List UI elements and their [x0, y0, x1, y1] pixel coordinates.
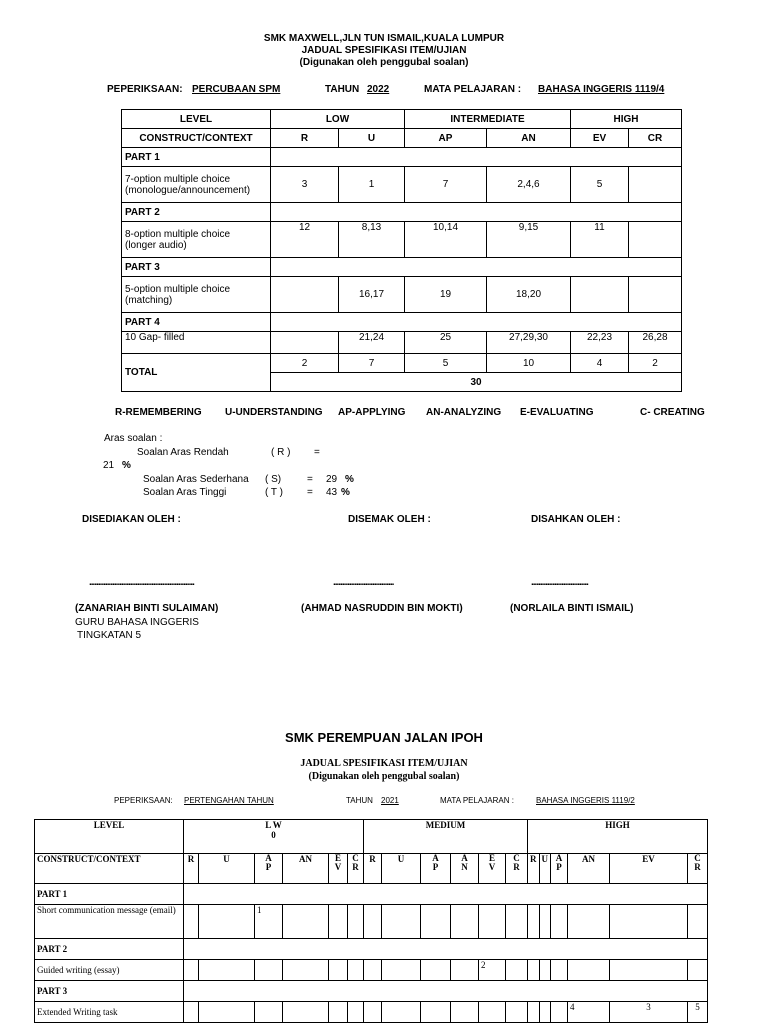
legend-an: AN-ANALYZING	[426, 407, 502, 418]
table-cell: 9,15	[487, 222, 571, 258]
col-header: AN	[283, 854, 329, 884]
disemak-label: DISEMAK OLEH :	[348, 514, 431, 525]
table-cell: 27,29,30	[487, 332, 571, 354]
signature-line: ................................	[531, 577, 588, 588]
construct-header: CONSTRUCT/CONTEXT	[122, 129, 271, 148]
aras-tinggi-label: Soalan Aras Tinggi	[143, 487, 227, 498]
table-cell: 2	[479, 960, 506, 981]
table-cell: 1	[255, 905, 283, 939]
doc1-mata-value: BAHASA INGGERIS 1119/4	[538, 84, 665, 95]
col-header: E V	[329, 854, 348, 884]
table-cell: 16,17	[339, 277, 405, 313]
table-cell	[271, 332, 339, 354]
table-cell: 11	[571, 222, 629, 258]
part-desc: 5-option multiple choice (matching)	[122, 277, 271, 313]
aras-tinggi-code: ( T )	[265, 487, 283, 498]
table-cell: 5	[571, 167, 629, 203]
col-header: A P	[255, 854, 283, 884]
col-header: AN	[487, 129, 571, 148]
col-header: C R	[506, 854, 528, 884]
doc1-spec-table	[121, 109, 682, 392]
col-header: A P	[551, 854, 568, 884]
doc2-peperiksaan-label: PEPERIKSAAN:	[114, 796, 173, 805]
table-cell: 22,23	[571, 332, 629, 354]
doc2-title: JADUAL SPESIFIKASI ITEM/UJIAN	[300, 758, 468, 769]
signer-role-2: TINGKATAN 5	[77, 630, 142, 641]
intermediate-header: INTERMEDIATE	[405, 110, 571, 129]
part-label: PART 2	[122, 203, 271, 222]
col-header: AN	[568, 854, 610, 884]
part-desc: Guided writing (essay)	[35, 960, 184, 981]
doc2-subtitle: (Digunakan oleh penggubal soalan)	[308, 771, 460, 782]
table-cell: 21,24	[339, 332, 405, 354]
doc2-tahun-value: 2021	[381, 796, 399, 805]
total-cell: 7	[339, 354, 405, 373]
level-header: LEVEL	[122, 110, 271, 129]
aras-sederhana-value: 29	[326, 474, 338, 485]
col-header: C R	[688, 854, 708, 884]
table-cell: 12	[271, 222, 339, 258]
doc1-peperiksaan-value: PERCUBAAN SPM	[192, 84, 281, 95]
part-desc: 8-option multiple choice (longer audio)	[122, 222, 271, 258]
col-header: CR	[629, 129, 682, 148]
col-header: U	[339, 129, 405, 148]
table-cell: 3	[610, 1002, 688, 1023]
col-header: R	[364, 854, 382, 884]
part-desc: Extended Writing task	[35, 1002, 184, 1023]
aras-rendah-pct: %	[122, 460, 131, 471]
low-header: L W 0	[184, 820, 364, 854]
table-cell: 2,4,6	[487, 167, 571, 203]
col-header: E V	[479, 854, 506, 884]
aras-eq: =	[314, 447, 320, 458]
table-cell	[271, 277, 339, 313]
total-cell: 2	[629, 354, 682, 373]
legend-e: E-EVALUATING	[520, 407, 594, 418]
aras-sederhana-label: Soalan Aras Sederhana	[143, 474, 249, 485]
aras-rendah-code: ( R )	[271, 447, 291, 458]
doc2-spec-table	[34, 819, 708, 1023]
aras-rendah-label: Soalan Aras Rendah	[137, 447, 229, 458]
table-cell: 25	[405, 332, 487, 354]
legend-u: U-UNDERSTANDING	[225, 407, 323, 418]
doc2-mata-label: MATA PELAJARAN :	[440, 796, 514, 805]
part-label: PART 3	[35, 981, 184, 1002]
medium-header: MEDIUM	[364, 820, 528, 854]
legend-c: C- CREATING	[640, 407, 705, 418]
level-header: LEVEL	[35, 820, 184, 854]
aras-eq: =	[307, 487, 313, 498]
doc1-mata-label: MATA PELAJARAN :	[424, 84, 522, 95]
part-label: PART 2	[35, 939, 184, 960]
doc2-school: SMK PEREMPUAN JALAN IPOH	[285, 730, 483, 745]
table-cell: 5	[688, 1002, 708, 1023]
table-cell	[629, 167, 682, 203]
doc1-school: SMK MAXWELL,JLN TUN ISMAIL,KUALA LUMPUR	[263, 33, 505, 44]
total-cell: 4	[571, 354, 629, 373]
col-header: U	[382, 854, 421, 884]
table-cell	[629, 277, 682, 313]
table-cell: 1	[339, 167, 405, 203]
signature-line: ..................................	[333, 577, 394, 588]
part-label: PART 1	[122, 148, 271, 167]
table-cell: 10,14	[405, 222, 487, 258]
doc1-title: JADUAL SPESIFIKASI ITEM/UJIAN	[301, 45, 467, 56]
doc1-subtitle: (Digunakan oleh penggubal soalan)	[299, 57, 469, 68]
col-header: A N	[451, 854, 479, 884]
doc1-peperiksaan-label: PEPERIKSAAN:	[107, 84, 183, 95]
total-cell: 2	[271, 354, 339, 373]
disediakan-label: DISEDIAKAN OLEH :	[82, 514, 181, 525]
col-header: R	[184, 854, 199, 884]
high-header: HIGH	[571, 110, 682, 129]
doc1-tahun-label: TAHUN	[325, 84, 360, 95]
aras-rendah-value: 21	[103, 460, 115, 471]
part-label: PART 1	[35, 884, 184, 905]
table-cell: 8,13	[339, 222, 405, 258]
signer-name-2: (AHMAD NASRUDDIN BIN MOKTI)	[301, 603, 463, 614]
table-cell: 26,28	[629, 332, 682, 354]
legend-r: R-REMEMBERING	[115, 407, 202, 418]
high-header: HIGH	[528, 820, 708, 854]
part-desc: Short communication message (email)	[35, 905, 184, 939]
table-cell: 19	[405, 277, 487, 313]
aras-eq: =	[307, 474, 313, 485]
legend-ap: AP-APPLYING	[338, 407, 406, 418]
table-cell: 4	[568, 1002, 610, 1023]
part-label: PART 4	[122, 313, 271, 332]
aras-sederhana-pct: %	[345, 474, 354, 485]
col-header: C R	[348, 854, 364, 884]
col-header: U	[539, 854, 551, 884]
signer-name-1: (ZANARIAH BINTI SULAIMAN)	[75, 603, 219, 614]
disahkan-label: DISAHKAN OLEH :	[531, 514, 621, 525]
construct-header: CONSTRUCT/CONTEXT	[35, 854, 184, 884]
signer-name-3: (NORLAILA BINTI ISMAIL)	[510, 603, 634, 614]
signer-role-1: GURU BAHASA INGGERIS	[75, 617, 199, 628]
grand-total: 30	[271, 373, 682, 392]
aras-tinggi-value: 43	[326, 487, 338, 498]
part-desc: 7-option multiple choice (monologue/announcement)	[122, 167, 271, 203]
total-cell: 10	[487, 354, 571, 373]
aras-sederhana-code: ( S)	[265, 474, 282, 485]
col-header: U	[199, 854, 255, 884]
aras-label: Aras soalan :	[104, 433, 163, 444]
col-header: EV	[610, 854, 688, 884]
table-cell	[571, 277, 629, 313]
total-cell: 5	[405, 354, 487, 373]
part-label: PART 3	[122, 258, 271, 277]
col-header: AP	[405, 129, 487, 148]
table-cell	[629, 222, 682, 258]
part-desc: 10 Gap- filled	[122, 332, 271, 354]
col-header: A P	[421, 854, 451, 884]
col-header: EV	[571, 129, 629, 148]
col-header: R	[271, 129, 339, 148]
table-cell: 7	[405, 167, 487, 203]
aras-tinggi-pct: %	[341, 487, 350, 498]
total-label: TOTAL	[122, 354, 271, 392]
doc2-tahun-label: TAHUN	[346, 796, 373, 805]
low-header: LOW	[271, 110, 405, 129]
doc2-peperiksaan-value: PERTENGAHAN TAHUN	[184, 796, 274, 805]
doc1-tahun-value: 2022	[367, 84, 390, 95]
col-header: R	[528, 854, 540, 884]
signature-line: ...........................................................	[89, 577, 194, 588]
doc2-mata-value: BAHASA INGGERIS 1119/2	[536, 796, 635, 805]
table-cell: 18,20	[487, 277, 571, 313]
table-cell: 3	[271, 167, 339, 203]
